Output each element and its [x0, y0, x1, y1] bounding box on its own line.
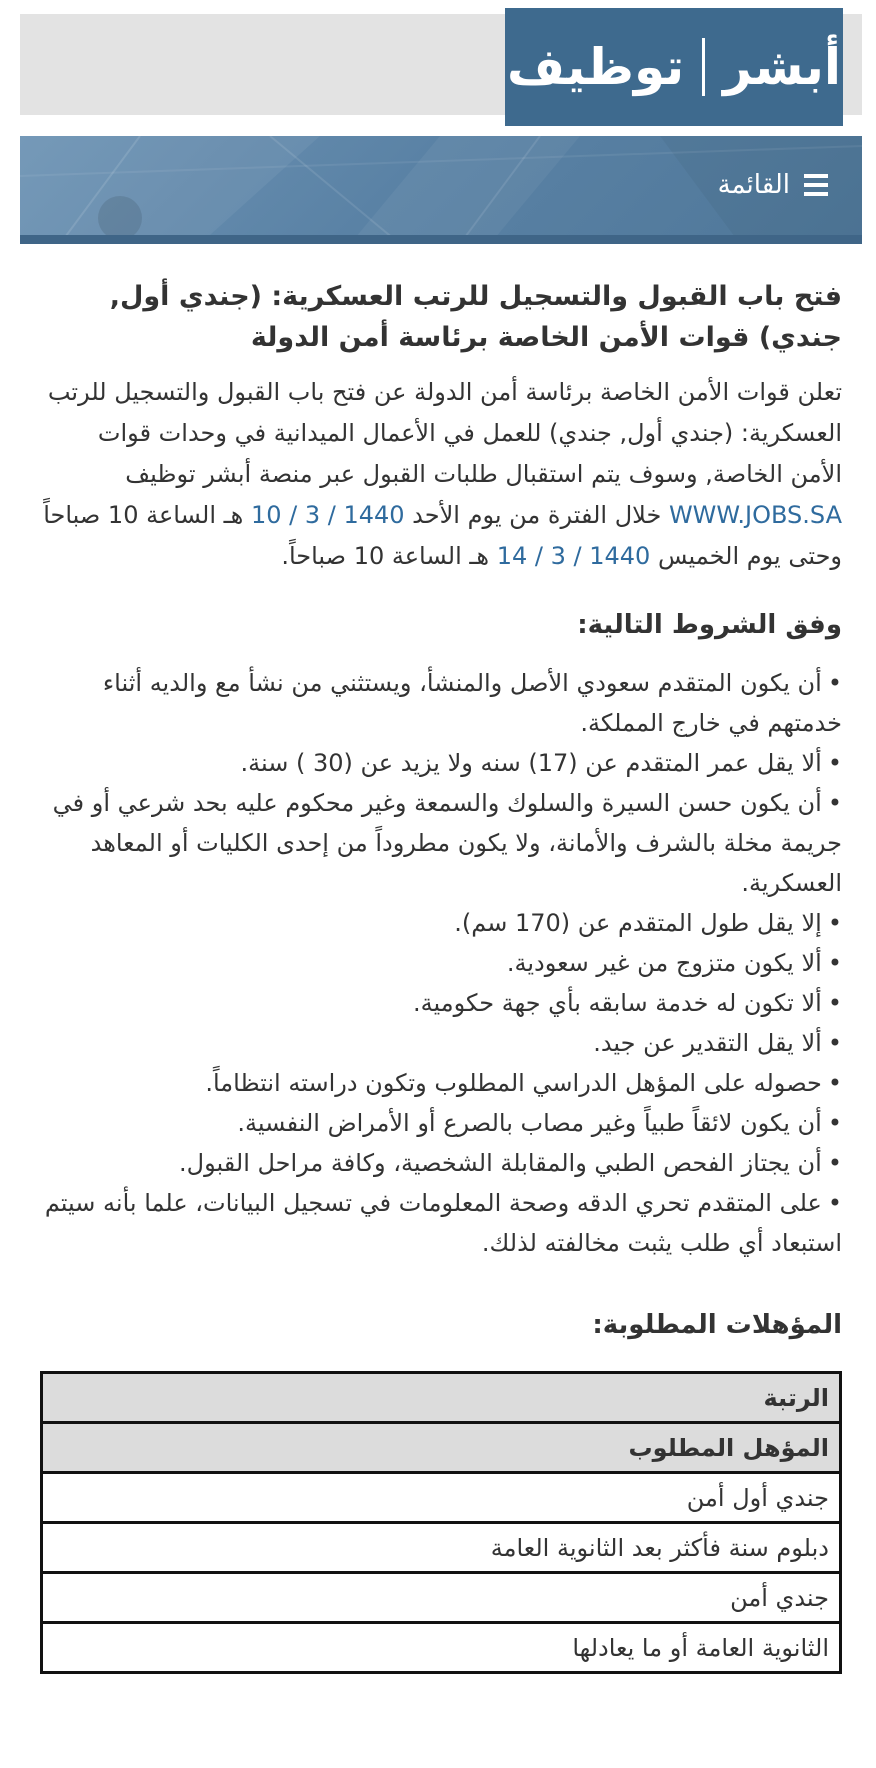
table-row	[42, 1523, 841, 1573]
header-cell-rank: الرتبة	[42, 1373, 841, 1423]
intro-text-4: هـ الساعة 10 صباحاً.	[281, 542, 490, 570]
condition-item: •أن يكون المتقدم سعودي الأصل والمنشأ، ويستثني من نشأ مع والديه أثناء خدمتهم في خارج المملكة.	[102, 669, 842, 737]
logo-separator	[702, 38, 705, 96]
start-date: 10 / 3 / 1440	[250, 501, 405, 529]
intro-text-2: خلال الفترة من يوم الأحد	[412, 501, 662, 529]
condition-item: •ألا يقل عمر المتقدم عن (17) سنه ولا يزيد عن (30 ) سنة.	[240, 749, 842, 777]
hamburger-menu-icon	[804, 174, 828, 196]
condition-item: •على المتقدم تحري الدقه وصحة المعلومات في تسجيل البيانات، علما بأنه سيتم استبعاد أي طلب يثبت مخالفته لذلك.	[44, 1189, 842, 1257]
condition-item: •أن يكون حسن السيرة والسلوك والسمعة وغير محكوم عليه بحد شرعي أو في جريمة مخلة بالشرف والأمانة، ولا يكون مطروداً من إحدى الكليات أو المعاهد العسكرية.	[52, 789, 842, 897]
condition-item: •ألا يقل التقدير عن جيد.	[593, 1029, 842, 1057]
condition-item: •ألا يكون متزوج من غير سعودية.	[506, 949, 842, 977]
qualifications-heading: المؤهلات المطلوبة:	[592, 1310, 842, 1340]
table-header-row	[42, 1373, 841, 1423]
page-title: فتح باب القبول والتسجيل للرتب العسكرية: (جندي أول, جندي) قوات الأمن الخاصة برئاسة أمن الدولة	[109, 281, 842, 353]
logo-word-tawdheef: توظيف	[506, 38, 685, 96]
intro-paragraph	[40, 372, 842, 577]
table-row	[42, 1623, 841, 1673]
menu-toggle-button[interactable]	[718, 170, 828, 200]
table-cell: جندي أول أمن	[42, 1473, 841, 1523]
header-cell-qualification: المؤهل المطلوب	[42, 1423, 841, 1473]
logo-word-absher: أبشر	[723, 38, 842, 96]
nav-bar	[20, 136, 862, 244]
table-cell: جندي أمن	[42, 1573, 841, 1623]
condition-item: •ألا تكون له خدمة سابقه بأي جهة حكومية.	[413, 989, 842, 1017]
jobs-site-link[interactable]: WWW.JOBS.SA	[668, 501, 842, 529]
intro-text-3: هـ الساعة 10 صباحاً وحتى يوم الخميس	[43, 501, 842, 570]
table-row	[42, 1473, 841, 1523]
intro-text-1: تعلن قوات الأمن الخاصة برئاسة أمن الدولة عن فتح باب القبول والتسجيل للرتب العسكرية: (جندي أول, جندي) للعمل في الأعمال الميدانية في وحدات قوات الأمن الخاصة, وسوف يتم استقبال طلبات القبول عبر منصة أبشر توظيف	[47, 378, 842, 488]
menu-label: القائمة	[717, 170, 790, 200]
site-logo[interactable]	[505, 8, 843, 126]
conditions-list	[40, 663, 842, 1263]
end-date: 14 / 3 / 1440	[496, 542, 651, 570]
table-row	[42, 1573, 841, 1623]
conditions-heading: وفق الشروط التالية:	[577, 610, 842, 640]
table-cell: دبلوم سنة فأكثر بعد الثانوية العامة	[42, 1523, 841, 1573]
condition-item: •أن يكون لائقاً طبياً وغير مصاب بالصرع أو الأمراض النفسية.	[237, 1109, 842, 1137]
table-cell: الثانوية العامة أو ما يعادلها	[42, 1623, 841, 1673]
condition-item: •حصوله على المؤهل الدراسي المطلوب وتكون دراسته انتظاماً.	[205, 1069, 842, 1097]
condition-item: •أن يجتاز الفحص الطبي والمقابلة الشخصية، وكافة مراحل القبول.	[179, 1149, 842, 1177]
condition-item: •إلا يقل طول المتقدم عن (170 سم).	[454, 909, 842, 937]
qualifications-table	[40, 1371, 842, 1674]
table-header-row	[42, 1423, 841, 1473]
article-content	[40, 276, 842, 1674]
